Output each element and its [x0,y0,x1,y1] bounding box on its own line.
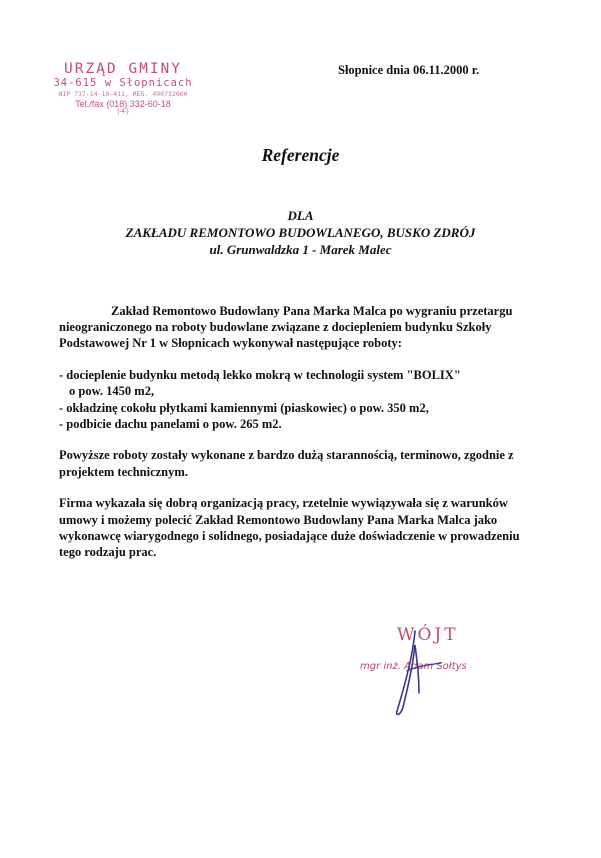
stamp-ids: NIP 737-14-10-411, REG. 490732060 [58,90,188,98]
paragraph-line: Zakład Remontowo Budowlany Pana Marka Malca po wygraniu przetargu [111,304,513,318]
stamp-office: URZĄD GMINY [63,61,183,77]
list-item-continuation: o pow. 1450 m2, [69,384,155,399]
document-title: Referencje [261,145,340,165]
office-stamp [28,62,218,116]
recipient-line: DLA [287,208,314,223]
stamp-address: 34-615 w Słopnicach [53,77,193,89]
paragraph-line: Podstawowej Nr 1 w Słopnicach wykonywał następujące roboty: [59,336,402,351]
stamp-phone: Tel./fax (018) 332-60-18 [75,99,171,109]
recipient-line: ul. Grunwaldzka 1 - Marek Malec [209,242,392,257]
recipient-block [0,207,601,258]
recipient-line: ZAKŁADU REMONTOWO BUDOWLANEGO, BUSKO ZDRÓJ [125,225,476,240]
list-item: - okładzinę cokołu płytkami kamiennymi (piaskowiec) o pow. 350 m2, [59,400,429,415]
paragraph-line: umowy i możemy polecić Zakład Remontowo Budowlany Pana Marka Malca jako [59,512,498,527]
list-item: - podbicie dachu panelami o pow. 265 m2. [59,416,282,431]
list-item: - docieplenie budynku metodą lekko mokrą w technologii system "BOLIX" [59,368,461,383]
paragraph-line: wykonawcę wiarygodnego i solidnego, posiadające duże doświadczenie w prowadzeniu [59,528,520,543]
stamp-small: (-4-) [117,109,129,115]
paragraph-line: tego rodzaju prac. [59,544,157,559]
paragraph-line: nieograniczonego na roboty budowlane związane z dociepleniem budynku Szkoły [59,320,492,335]
handwritten-signature [345,615,525,725]
signature-name: mgr inż. Adam Sołtys [360,661,467,672]
signature-role: WÓJT [397,625,459,645]
paragraph-line: projektem technicznym. [59,464,188,479]
paragraph-line: Powyższe roboty zostały wykonane z bardzo dużą starannością, terminowo, zgodnie z [59,448,514,463]
document-date: Słopnice dnia 06.11.2000 r. [338,63,480,77]
signature-stamp [345,615,525,725]
works-list [59,367,545,432]
paragraph-line: Firma wykazała się dobrą organizacją pracy, rzetelnie wywiązywała się z warunków [59,496,508,511]
letter-body [59,303,545,560]
